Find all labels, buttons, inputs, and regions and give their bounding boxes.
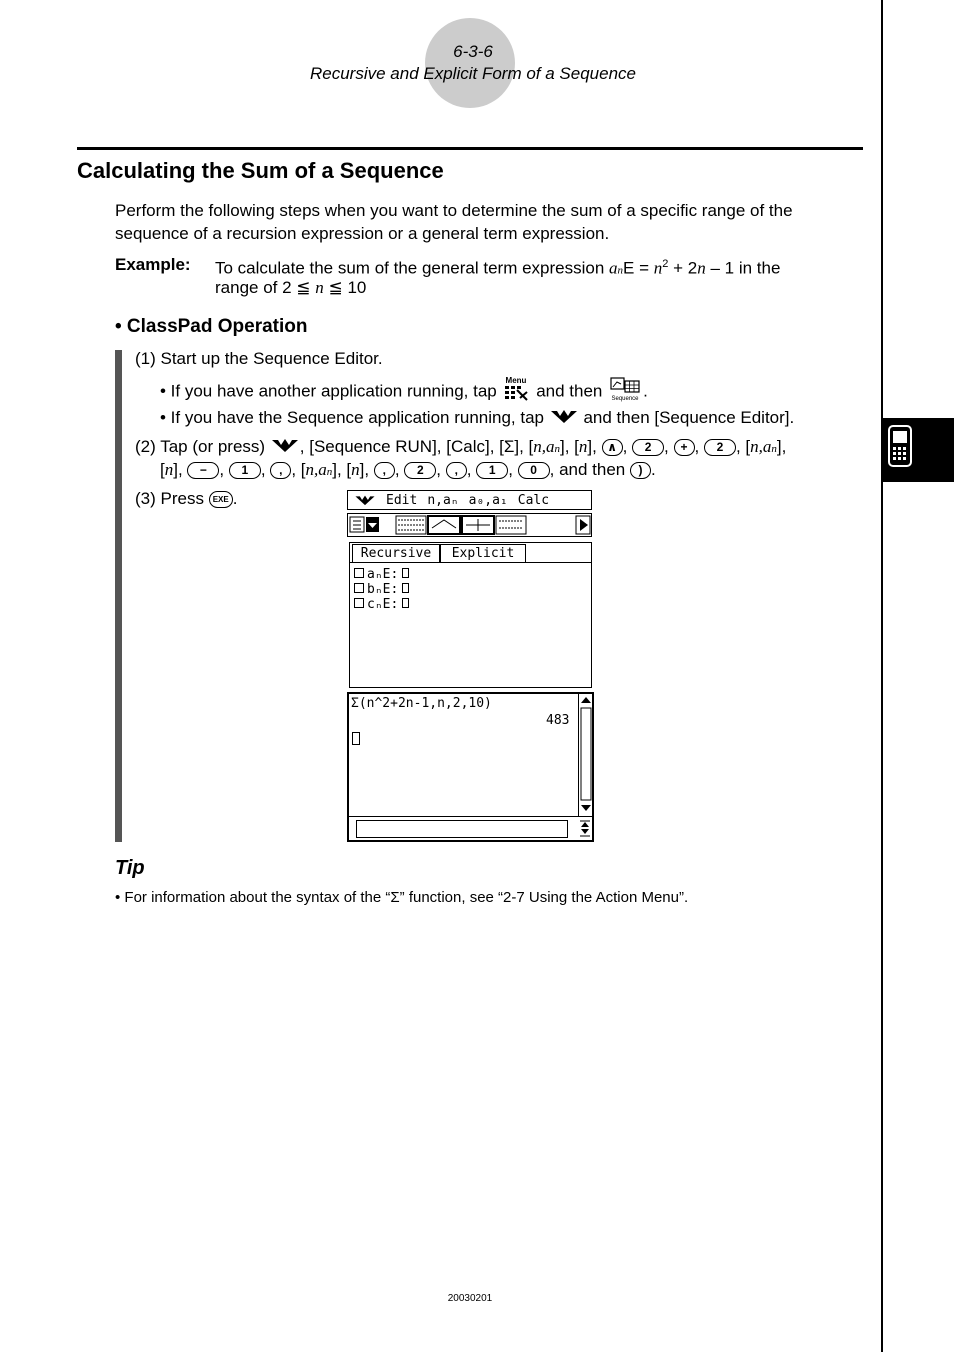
var-a: a (546, 437, 555, 456)
key-0[interactable]: 0 (518, 462, 550, 479)
sep: , (260, 460, 271, 479)
bullet-text: and then (536, 381, 608, 401)
var-a: a (609, 258, 618, 278)
step-text: (3) Press (135, 489, 209, 508)
var-n: n (533, 437, 542, 456)
tab-recursive[interactable]: Recursive (352, 544, 440, 562)
comma: , (314, 460, 319, 479)
var-a: a (762, 437, 772, 456)
input-line[interactable] (356, 820, 568, 838)
example-text: – 1 in the (705, 258, 781, 278)
calculator-icon (883, 418, 954, 482)
tip-text: • For information about the syntax of the “Σ” function, see “2-7 Using the Action Menu”. (115, 889, 689, 906)
run-result: 483 (546, 713, 570, 728)
input-box[interactable] (402, 598, 409, 608)
exe-key[interactable]: EXE (209, 491, 233, 508)
var-n: n (351, 460, 360, 479)
key-1[interactable]: 1 (229, 462, 261, 479)
var-n: n (750, 437, 759, 456)
menu-icon-label: Menu (506, 376, 527, 385)
tab-underline (350, 562, 591, 563)
intro-line-1: Perform the following steps when you want to determine the sum of a specific range of the (115, 201, 793, 220)
example-text: + 2 (668, 258, 698, 278)
equation-list (354, 567, 409, 612)
comma: , (541, 437, 547, 456)
step-2-line-2 (160, 458, 656, 484)
bracket: [ (745, 437, 751, 456)
var-n: n (164, 460, 174, 479)
var-n-sub: n (771, 443, 777, 455)
plus-key[interactable]: + (674, 439, 695, 456)
menu-edit[interactable]: Edit (386, 492, 418, 508)
sep: , (735, 437, 746, 456)
page-number: 6-3-6 (453, 42, 493, 61)
period: . (232, 489, 238, 508)
step-text: (2) Tap (or press) (135, 437, 270, 456)
sep: , (664, 437, 674, 456)
key-2[interactable]: 2 (704, 439, 736, 456)
sep: , (436, 460, 446, 479)
step-3 (135, 487, 237, 510)
key-2[interactable]: 2 (404, 462, 436, 479)
var-n: n (305, 460, 314, 479)
row-checkbox[interactable] (354, 583, 364, 593)
period: . (650, 460, 656, 479)
close-paren-key[interactable]: ) (630, 462, 651, 479)
sequence-icon-label: Sequence (611, 396, 639, 402)
step-1-bullet-2 (160, 406, 794, 430)
comma-key[interactable]: , (270, 462, 291, 479)
bullet-text: • If you have the Sequence application running, tap (160, 408, 549, 427)
equation-row-a[interactable] (354, 567, 409, 582)
var-n: n (697, 258, 706, 278)
screen-menu-bar (347, 490, 592, 510)
row-checkbox[interactable] (354, 598, 364, 608)
equation-row-b[interactable] (354, 582, 409, 597)
tab-explicit[interactable]: Explicit (440, 544, 526, 563)
header-circle (425, 18, 515, 108)
comma: , (758, 437, 763, 456)
footer-code: 20030201 (447, 1293, 493, 1304)
bracket: [ (160, 460, 165, 479)
scrollbar[interactable] (578, 694, 593, 816)
tip-heading: Tip (115, 857, 145, 879)
sep: , (394, 460, 405, 479)
sequence-app-icon[interactable] (607, 376, 643, 408)
bracket: ], (776, 437, 787, 456)
var-n-sub: n (326, 466, 333, 478)
var-n-sub: n (617, 264, 624, 277)
row-label: bₙE: (367, 582, 399, 597)
key-2[interactable]: 2 (632, 439, 664, 456)
scroll-top-bottom-icon[interactable] (578, 818, 592, 842)
sequence-editor-window (349, 542, 592, 688)
bracket: [ (346, 460, 352, 479)
key-1[interactable]: 1 (476, 462, 508, 479)
toolbar-icons (348, 514, 593, 536)
menu-calc[interactable]: Calc (517, 492, 550, 508)
sep: , (291, 460, 301, 479)
row-checkbox[interactable] (354, 568, 364, 578)
example-text: range of 2 ≦ (215, 278, 316, 297)
sep: , (694, 437, 704, 456)
app-menu-swirl-icon[interactable] (549, 407, 579, 430)
exponent: 2 (662, 258, 669, 270)
chapter-tab (883, 418, 954, 482)
run-expression: Σ(n^2+2n-1,n,2,10) (351, 696, 492, 711)
classpad-screenshot (347, 490, 594, 842)
step-text: ], (587, 437, 602, 456)
sep: , (466, 460, 477, 479)
bullet-text: • If you have another application running, tap (160, 381, 502, 401)
var-n: n (578, 437, 588, 456)
section-title: Recursive and Explicit Form of a Sequence (310, 64, 636, 83)
var-n-sub: n (554, 443, 561, 455)
input-divider (349, 816, 592, 817)
example-text: To calculate the sum of the general term expression (215, 258, 610, 278)
sequence-run-window (347, 692, 594, 842)
step-text: ], [ (560, 437, 579, 456)
row-label: aₙE: (367, 567, 399, 582)
input-box[interactable] (402, 568, 409, 578)
var-n: n (653, 258, 663, 278)
bracket: ], (173, 460, 188, 479)
comma-key[interactable]: , (446, 462, 467, 479)
menu-n-an[interactable]: n,aₙ (427, 492, 459, 508)
bracket: ], (359, 460, 374, 479)
sep: , (508, 460, 518, 479)
operation-heading: • ClassPad Operation (115, 316, 308, 337)
app-menu-swirl-icon[interactable] (354, 494, 376, 506)
cursor-box[interactable] (352, 732, 360, 745)
var-a: a (318, 460, 327, 479)
row-label: cₙE: (367, 597, 399, 612)
equation-row-c[interactable] (354, 597, 409, 612)
step-text: , and then (549, 460, 630, 479)
step-1: (1) Start up the Sequence Editor. (135, 349, 383, 368)
bracket: [ (300, 460, 306, 479)
example-line-2 (215, 276, 366, 299)
right-margin-line (881, 0, 883, 1352)
menu-icon[interactable] (501, 376, 531, 408)
caret-key[interactable]: ∧ (602, 439, 623, 456)
bullet-text: and then [Sequence Editor]. (583, 408, 795, 427)
scroll-arrows (579, 694, 593, 816)
intro-line-2: sequence of a recursion expression or a general term expression. (115, 224, 610, 243)
app-menu-swirl-icon[interactable] (270, 436, 300, 459)
bracket: ], (332, 460, 347, 479)
example-text: ≦ 10 (323, 278, 367, 297)
operation-bar (115, 350, 122, 842)
screen-toolbar (347, 513, 592, 537)
bullet-text: . (643, 381, 648, 401)
sep: , (219, 460, 229, 479)
menu-a0-a1[interactable]: a₀,a₁ (468, 492, 508, 508)
section-divider (77, 147, 863, 150)
step-text: , [Sequence RUN], [Calc], [Σ], [ (299, 437, 534, 456)
comma-key[interactable]: , (374, 462, 395, 479)
step-1-bullet-1 (160, 376, 648, 408)
input-box[interactable] (402, 583, 409, 593)
minus-key[interactable]: − (187, 462, 219, 479)
sep: , (622, 437, 633, 456)
example-text: E = (623, 258, 654, 278)
example-label: Example: (115, 255, 191, 274)
page-heading: Calculating the Sum of a Sequence (77, 158, 444, 183)
var-n: n (315, 278, 324, 297)
